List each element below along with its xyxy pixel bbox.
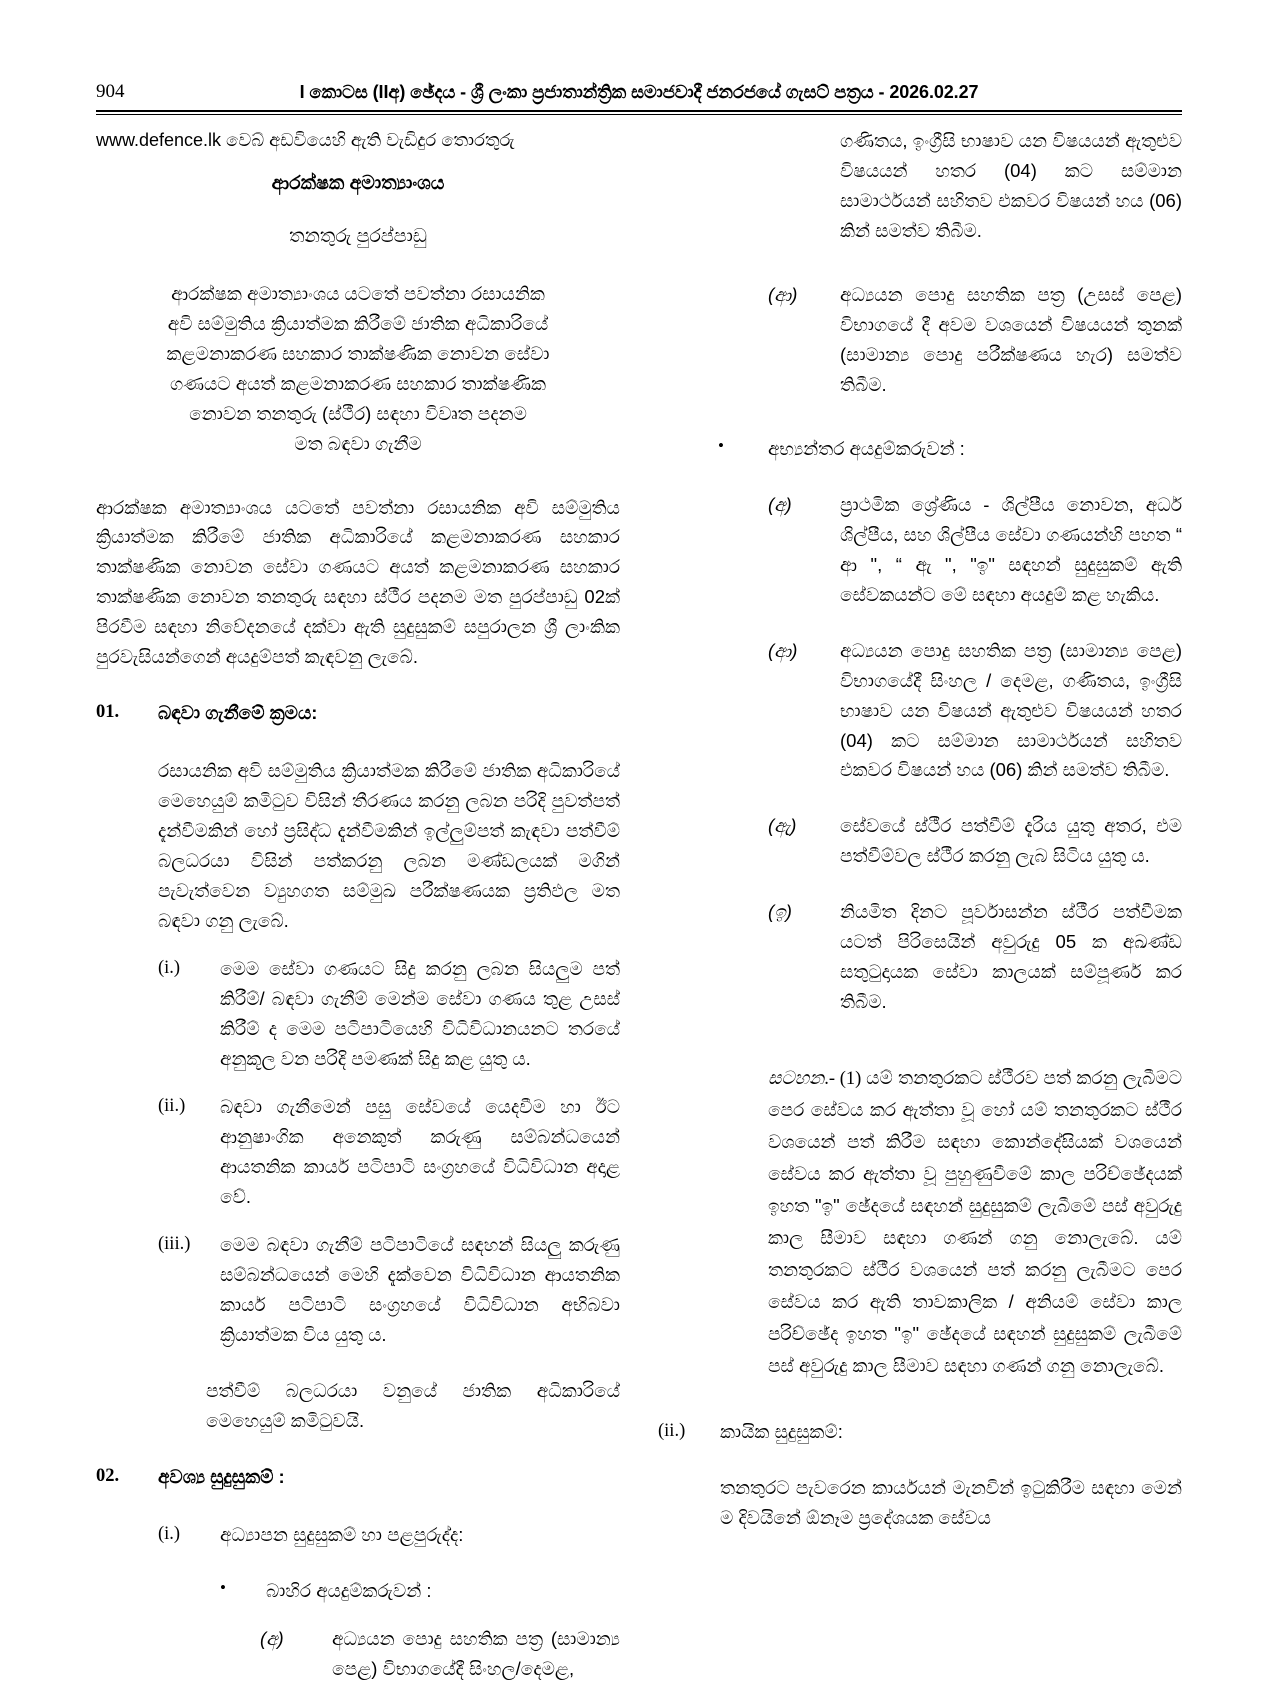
continuation-paragraph: ගණිතය, ඉංග්‍රීසි භාෂාව යන විෂයයන් ඇතුළුව විෂයයන් හතර (04) කට සම්මාන සාමාර්ථයන් සහිතව එකවර විෂයන් හය (06) කින් සමත්ව තිබීම.	[840, 130, 1182, 241]
external-item-b	[768, 280, 1182, 400]
internal-item-a	[768, 490, 1182, 610]
bullet-icon: •	[718, 435, 724, 455]
section-01-item	[158, 1092, 620, 1212]
external-applicants-heading	[206, 1576, 620, 1606]
internal-item-b	[768, 636, 1182, 786]
section-02-title: අවශ්‍ය සුදුසුකම් :	[158, 1465, 285, 1487]
vacancy-heading: තනතුරු පුරප්පාඩු	[289, 225, 427, 247]
internal-item-d-marker: (ඉ)	[768, 901, 792, 923]
post-title-line: ආරක්ෂක අමාත්‍යාංශය යටතේ පවත්නා රසායනික	[171, 282, 545, 304]
intro-paragraph: ආරක්ෂක අමාත්‍යාංශය යටතේ පවත්නා රසායනික අවි සම්මුතිය ක්‍රියාත්මක කිරීමේ ජාතික අධිකාරියේ කළමනාකරණ සහකාර තාක්ෂණික නොවන සේවා ගණයට අයත් කළමනාකරණ සහකාර තාක්ෂණික නොවන තනතුරු සඳහා ස්ථීර පදනම මත පුරප්පාඩු 02ක් පිරවීම සඳහා නිවේදනයේ දක්වා ඇති සුදුසුකම් සපුරාලන ශ්‍රී ලාංකික පුරවැසියන්ගෙන් අයදුම්පත් කැඳවනු ලැබේ.	[96, 496, 620, 668]
internal-item-d-text: නියමිත දිනට පූර්වාසන්න ස්ථීර පත්වීමක යටත් පිරිසෙයින් අවුරුදු 05 ක අඛණ්ඩ සතුටුදායක සේවා කාලයක් සම්පූර්ණ කර තිබීම.	[840, 901, 1182, 1013]
section-01-item	[158, 1230, 620, 1350]
internal-item-b-text: අධ්‍යයන පොදු සහතික පත්‍ර (සාමාන්‍ය පෙළ) විභාගයේදී සිංහල / දෙමළ, ගණිතය, ඉංග්‍රීසි භාෂාව යන විෂයන් ඇතුළුව විෂයයන් හතර (04) කට සම්මාන සාමාර්ථයන් සහිතව එකවර විෂයන් හය (06) කින් සමත්ව තිබීම.	[840, 639, 1182, 781]
section-02-item-ii-text: තනතුරට පැවරෙන කාර්යයන් මැනවින් ඉටුකිරීම සඳහා මෙන් ම දිවයිනේ ඕනෑම ප්‍රදේශයක සේවය	[720, 1476, 1182, 1528]
internal-item-c	[768, 811, 1182, 871]
ministry-heading: ආරක්ෂක අමාත්‍යාංශය	[271, 173, 445, 195]
header-rule-thin	[96, 114, 1182, 115]
post-title-line: මත බඳවා ගැනීම	[294, 432, 422, 454]
external-item-a	[260, 1624, 620, 1684]
right-column	[658, 126, 1182, 1533]
section-02-item-ii-marker: (ii.)	[658, 1420, 686, 1441]
internal-item-d	[768, 897, 1182, 1017]
section-02-item-i	[158, 1520, 620, 1550]
internal-item-c-text: සේවයේ ස්ථීර පත්වීම් දැරිය යුතු අතර, එම පත්වීම්වල ස්ථීර කරනු ලැබ සිටිය යුතු ය.	[840, 815, 1182, 867]
section-01-item-marker: (iii.)	[158, 1233, 191, 1254]
post-title-block	[96, 253, 620, 459]
section-02-item-ii-title: කායික සුදුසුකම්:	[720, 1420, 843, 1442]
section-01-item-text: මෙම බඳවා ගැනීම් පටිපාටියේ සඳහන් සියලු කරුණු සම්බන්ධයෙන් මෙහි දැක්වෙන විධිවිධාන ආයතනික කාර්ය පටිපාටි සංග්‍රහයේ විධිවිධාන අභිබවා ක්‍රියාත්මක විය යුතු ය.	[220, 1233, 620, 1345]
page-number: 904	[96, 81, 125, 102]
section-02-number: 02.	[96, 1465, 120, 1486]
external-applicants-label: බාහිර අයදුම්කරුවන් :	[266, 1579, 432, 1601]
post-title-line: කළමනාකරණ සහකාර තාක්ෂණික නොවන සේවා	[166, 342, 550, 364]
external-item-a-marker: (අ)	[260, 1627, 284, 1649]
section-01-item-marker: (i.)	[158, 958, 181, 979]
external-item-b-marker: (ආ)	[768, 283, 798, 305]
note-label: සටහන	[768, 1067, 825, 1089]
section-01-item	[158, 954, 620, 1074]
section-01-item-text: මෙම සේවා ගණයට සිදු කරනු ලබන සියලුම පත් කිරීම්/ බඳවා ගැනීම් මෙන්ම සේවා ගණය තුළ උසස් කිරීම් ද මෙම පටිපාටියෙහි විධිවිධානයනට තරයේ අනුකූල වන පරිදි පමණක් සිදු කළ යුතු ය.	[220, 958, 620, 1069]
running-header	[96, 78, 1182, 106]
external-item-a-text: අධ්‍යයන පොදු සහතික පත්‍ර (සාමාන්‍ය පෙළ) විභාගයේදී සිංහල/දෙමළ,	[332, 1627, 620, 1679]
section-01-item-marker: (ii.)	[158, 1095, 186, 1116]
gazette-header-line: I කොටස (IIඅ) ඡේදය - ශ්‍රී ලංකා ප්‍රජාතාන්ත්‍රික සමාජවාදී ජනරජයේ ගැසට් පත්‍රය - 2026.02.27	[299, 82, 979, 102]
bullet-icon: •	[220, 1577, 226, 1597]
section-01-closing-paragraph: පත්වීම් බලධරයා වනුයේ ජාතික අධිකාරියේ මෙහෙයුම් කමිටුවයි.	[206, 1379, 620, 1431]
note-paragraph	[768, 1063, 1182, 1383]
external-item-b-text: අධ්‍යයන පොදු සහතික පත්‍ර (උසස් පෙළ) විභාගයේ දී අවම වශයෙන් විෂයයන් තුනක් (සාමාන්‍ය පොදු පරීක්ෂණය හැර) සමත්ව තිබීම.	[840, 283, 1182, 395]
left-column	[96, 126, 620, 1684]
section-02-item-i-marker: (i.)	[158, 1523, 181, 1544]
section-02-item-ii	[658, 1417, 1182, 1447]
internal-item-a-marker: (අ)	[768, 493, 792, 515]
note-text: යම් තනතුරකට ස්ථීරව පත් කරනු ලැබීමට පෙර සේවය කර ඇත්තා වූ හෝ යම් තනතුරකට ස්ථීර වශයෙන් පත් කිරීම සඳහා කොන්දේසියක් වශයෙන් සේවය කර ඇත්තා වූ පුහුණුවීමේ කාල පරිච්ඡේදයක් ඉහත "ඉ" ඡේදයේ සඳහන් සුදුසුකම් ලැබීමේ පස් අවුරුදු කාල සීමාව සඳහා ගණන් ගනු නොලැබේ. යම් තනතුරකට ස්ථීර වශයෙන් පත් කරනු ලැබීමට පෙර සේවය කර ඇති තාවකාලික / අනියම් සේවා කාල පරිච්ඡේද ඉහත "ඉ" ඡේදයේ සඳහන් සුදුසුකම් ලැබීමේ පස් අවුරුදු කාල සීමාව සඳහා ගණන් ගනු නොලැබේ.	[768, 1067, 1183, 1376]
section-01-paragraph: රසායනික අවි සම්මුතිය ක්‍රියාත්මක කිරීමේ ජාතික අධිකාරියේ මෙහෙයුම් කමිටුව විසින් තීරණය කරනු ලබන පරිදි පුවත්පත් දැන්වීමකින් හෝ ප්‍රසිද්ධ දැන්වීමකින් ඉල්ලුම්පත් කැඳවා පත්වීම් බලධරයා විසින් පත්කරනු ලබන මණ්ඩලයක් මගින් පැවැත්වෙන ව්‍යුහගත සම්මුඛ පරීක්ෂණයක ප්‍රතිඵල මත බඳවා ගනු ලැබේ.	[158, 760, 620, 932]
internal-item-a-text: ප්‍රාථමික ශ්‍රේණිය - ශිල්පීය නොවන, අර්ධ ශිල්පීය, සහ ශිල්පීය සේවා ගණයන්හි පහත “ ආ ", “ ඇ ", "ඉ" සඳහන් සුදුසුකම් ඇති සේවකයන්ට මේ සඳහා අයදුම් කළ හැකිය.	[840, 493, 1182, 605]
website-info-line: www.defence.lk වෙබ් අඩවියෙහි ඇති වැඩිදුර තොරතුරු	[96, 130, 515, 150]
header-rule-thick	[96, 110, 1182, 112]
section-01-heading	[96, 698, 620, 730]
section-02-item-i-title: අධ්‍යාපන සුදුසුකම් හා පළපුරුද්ද:	[220, 1523, 464, 1545]
post-title-line: නොවන තනතුරු (ස්ථීර) සඳහා විවෘත පදනම	[189, 402, 527, 424]
section-01-item-text: බඳවා ගැනීමෙන් පසු සේවයේ යෙදවීම හා ඊට ආනුෂාංගික අනෙකුත් කරුණු සම්බන්ධයෙන් ආයතනික කාර්ය පටිපාටි සංග්‍රහයේ විධිවිධාන අදාළ වේ.	[220, 1095, 620, 1207]
section-01-title: බඳවා ගැනීමේ ක්‍රමය:	[158, 702, 318, 724]
internal-item-b-marker: (ආ)	[768, 639, 798, 661]
internal-applicants-label: අභ්‍යන්තර අයදුම්කරුවන් :	[768, 437, 965, 459]
internal-applicants-heading	[658, 434, 1182, 464]
post-title-line: ගණයට අයත් කළමනාකරණ සහකාර තාක්ෂණික	[169, 372, 546, 394]
note-lead: .- (1)	[824, 1069, 862, 1090]
internal-item-c-marker: (ඇ)	[768, 815, 797, 837]
post-title-line: අවි සම්මුතිය ක්‍රියාත්මක කිරීමේ ජාතික අධිකාරියේ	[167, 312, 549, 334]
section-02-heading	[96, 1462, 620, 1494]
section-01-number: 01.	[96, 702, 120, 723]
